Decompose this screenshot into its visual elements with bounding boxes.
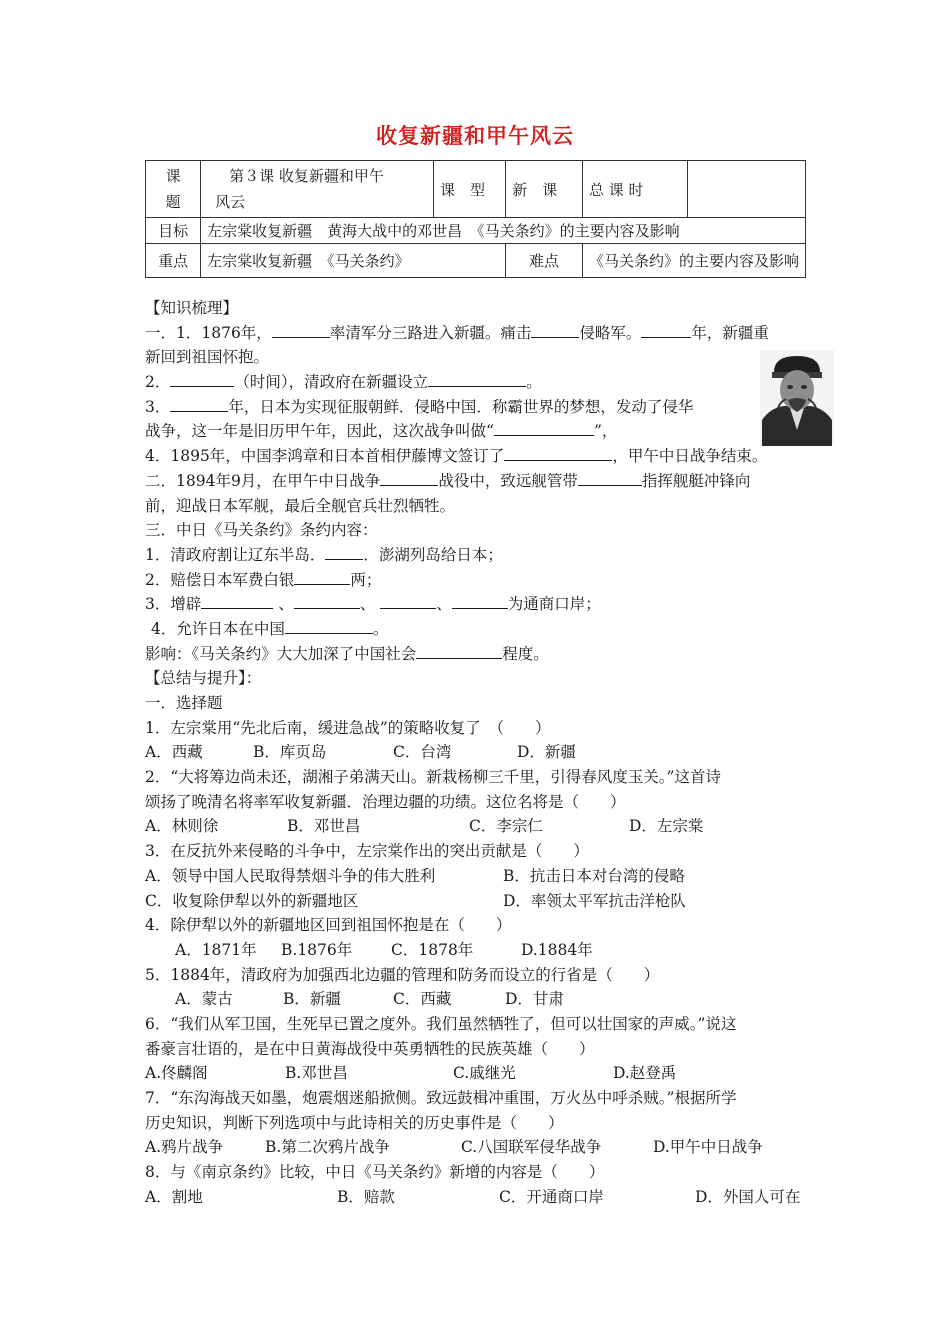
knowledge-item-3a: 3． 年，日本为实现征服朝鲜．侵略中国．称霸世界的梦想，发动了侵华 [145, 395, 810, 420]
question-5-options [145, 987, 810, 1012]
worksheet-body [145, 296, 810, 1209]
option: C.八国联军侵华战争 [461, 1138, 602, 1157]
type-value-cell: 新 课 [506, 161, 583, 218]
knowledge-item-3b: 战争，这一年是旧历甲午年，因此，这次战争叫做“ ”， [145, 419, 810, 444]
question-3: 3．在反抗外来侵略的斗争中，左宗棠作出的突出贡献是（ ） [145, 842, 589, 861]
knowledge-item-4: 4．1895年，中国李鸿章和日本首相伊藤博文签订了 ，甲午中日战争结束。 [145, 444, 810, 469]
question-section: 一．选择题 [145, 694, 223, 712]
question-1: 1．左宗棠用“先北后南，缓进急战”的策略收复了 （ ） [145, 718, 551, 737]
question-2a: 2．“大将筹边尚未还，湖湘子弟满天山。新栽杨柳三千里，引得春风度玉关。”这首诗 [145, 768, 721, 787]
difficulty-label: 难点 [506, 244, 583, 278]
option: B．抗击日本对台湾的侵略 [503, 866, 685, 885]
option: A．林则徐 [145, 817, 219, 836]
option: D．率领太平军抗击洋枪队 [503, 891, 686, 910]
knowledge-item-5a: 二．1894年9月，在甲午中日战争 战役中，致远舰管带 指挥舰艇冲锋向 [145, 469, 810, 494]
question-2b: 颂扬了晚清名将率军收复新疆．治理边疆的功绩。这位名将是（ ） [145, 792, 626, 811]
knowledge-item-2: 2． （时间），清政府在新疆设立 。 [145, 370, 810, 395]
option: B.第二次鸦片战争 [265, 1138, 390, 1157]
knowledge-item-1b: 新回到祖国怀抱。 [145, 348, 270, 367]
hours-value-cell [687, 161, 805, 218]
option: B．新疆 [283, 990, 341, 1009]
option: B．库页岛 [253, 743, 327, 762]
option: C．李宗仁 [469, 817, 543, 836]
question-6b: 番豪言壮语的，是在中日黄海战役中英勇牺牲的民族英雄（ ） [145, 1039, 595, 1058]
knowledge-item-6: 三．中日《马关条约》条约内容： [145, 521, 378, 540]
goal-label: 目标 [146, 218, 201, 244]
key-label: 重点 [146, 244, 201, 278]
lesson-info-table [145, 160, 806, 278]
hours-label-cell: 总 课 时 [582, 161, 687, 218]
option: C.戚继光 [453, 1064, 516, 1083]
question-1-options [145, 740, 810, 765]
question-6-options [145, 1061, 810, 1086]
option: A．西藏 [145, 743, 203, 762]
key-value: 左宗棠收复新疆 《马关条约》 [201, 244, 506, 278]
knowledge-item-5b: 前，迎战日本军舰，最后全舰官兵壮烈牺牲。 [145, 496, 456, 515]
lesson-name-b: 风云 [215, 193, 246, 211]
option: D.甲午中日战争 [653, 1138, 763, 1157]
option: B．赔款 [337, 1187, 395, 1206]
option: D.赵登禹 [613, 1064, 677, 1083]
lesson-label-cell [146, 161, 201, 218]
treaty-item-2: 2．赔偿日本军费白银 两； [145, 568, 810, 593]
treaty-item-1: 1．清政府割让辽东半岛． ．澎湖列岛给日本； [145, 543, 810, 568]
section-knowledge: 【知识梳理】 [145, 299, 239, 317]
lesson-label-a: 课 [165, 167, 181, 185]
option: C．收复除伊犁以外的新疆地区 [145, 891, 359, 910]
option: A．领导中国人民取得禁烟斗争的伟大胜利 [145, 866, 436, 885]
option: C．台湾 [393, 743, 452, 762]
treaty-item-3: 3．增辟 、 、 、 为通商口岸； [145, 592, 810, 617]
option: D．外国人可在 [695, 1187, 801, 1206]
option: A.佟麟阁 [145, 1064, 208, 1083]
question-8-options [145, 1185, 810, 1210]
option: B．邓世昌 [287, 817, 361, 836]
option: D．甘肃 [505, 990, 564, 1009]
question-4-options [145, 938, 810, 963]
question-3-options-b [145, 889, 810, 914]
treaty-item-4: 4．允许日本在中国 。 [145, 617, 810, 642]
question-5: 5．1884年，清政府为加强西北边疆的管理和防务而设立的行省是（ ） [145, 965, 660, 984]
page-title: 收复新疆和甲午风云 [376, 124, 574, 148]
question-7-options [145, 1135, 810, 1160]
option: D．左宗棠 [629, 817, 704, 836]
difficulty-value: 《马关条约》的主要内容及影响 [582, 244, 805, 278]
lesson-label-b: 题 [165, 193, 181, 211]
option: D.1884年 [521, 940, 593, 959]
option: A．蒙古 [175, 990, 233, 1009]
lesson-name-a: 第３课 收复新疆和甲午 [229, 167, 384, 185]
option: A．割地 [145, 1187, 203, 1206]
option: C．西藏 [393, 990, 452, 1009]
option: C．开通商口岸 [499, 1187, 604, 1206]
knowledge-item-1a: 一．1．1876年， 率清军分三路进入新疆。痛击 侵略军。 年，新疆重 [145, 321, 810, 346]
question-4: 4．除伊犁以外的新疆地区回到祖国怀抱是在（ ） [145, 916, 512, 935]
question-3-options-a [145, 864, 810, 889]
option: A．1871年 [175, 940, 257, 959]
question-8: 8．与《南京条约》比较，中日《马关条约》新增的内容是（ ） [145, 1163, 605, 1182]
option: D．新疆 [517, 743, 576, 762]
treaty-impact: 影响：《马关条约》大大加深了中国社会 程度。 [145, 642, 810, 667]
option: A.鸦片战争 [145, 1138, 224, 1157]
option: B.1876年 [281, 940, 353, 959]
question-7a: 7．“东沟海战天如墨，炮震烟迷船掀侧。致远鼓楫冲重围，万火丛中呼杀贼。”根据所学 [145, 1089, 737, 1107]
question-7b: 历史知识，判断下列选项中与此诗相关的历史事件是（ ） [145, 1113, 564, 1132]
lesson-name-cell [201, 161, 434, 218]
goal-value: 左宗棠收复新疆 黄海大战中的邓世昌 《马关条约》的主要内容及影响 [201, 218, 806, 244]
option: C．1878年 [391, 940, 474, 959]
question-2-options [145, 814, 810, 839]
section-summary: 【总结与提升】： [145, 669, 262, 688]
option: B.邓世昌 [285, 1064, 348, 1083]
question-6a: 6．“我们从军卫国，生死早已置之度外。我们虽然牺牲了，但可以壮国家的声威。”说这 [145, 1014, 737, 1033]
type-label-cell: 课 型 [434, 161, 506, 218]
